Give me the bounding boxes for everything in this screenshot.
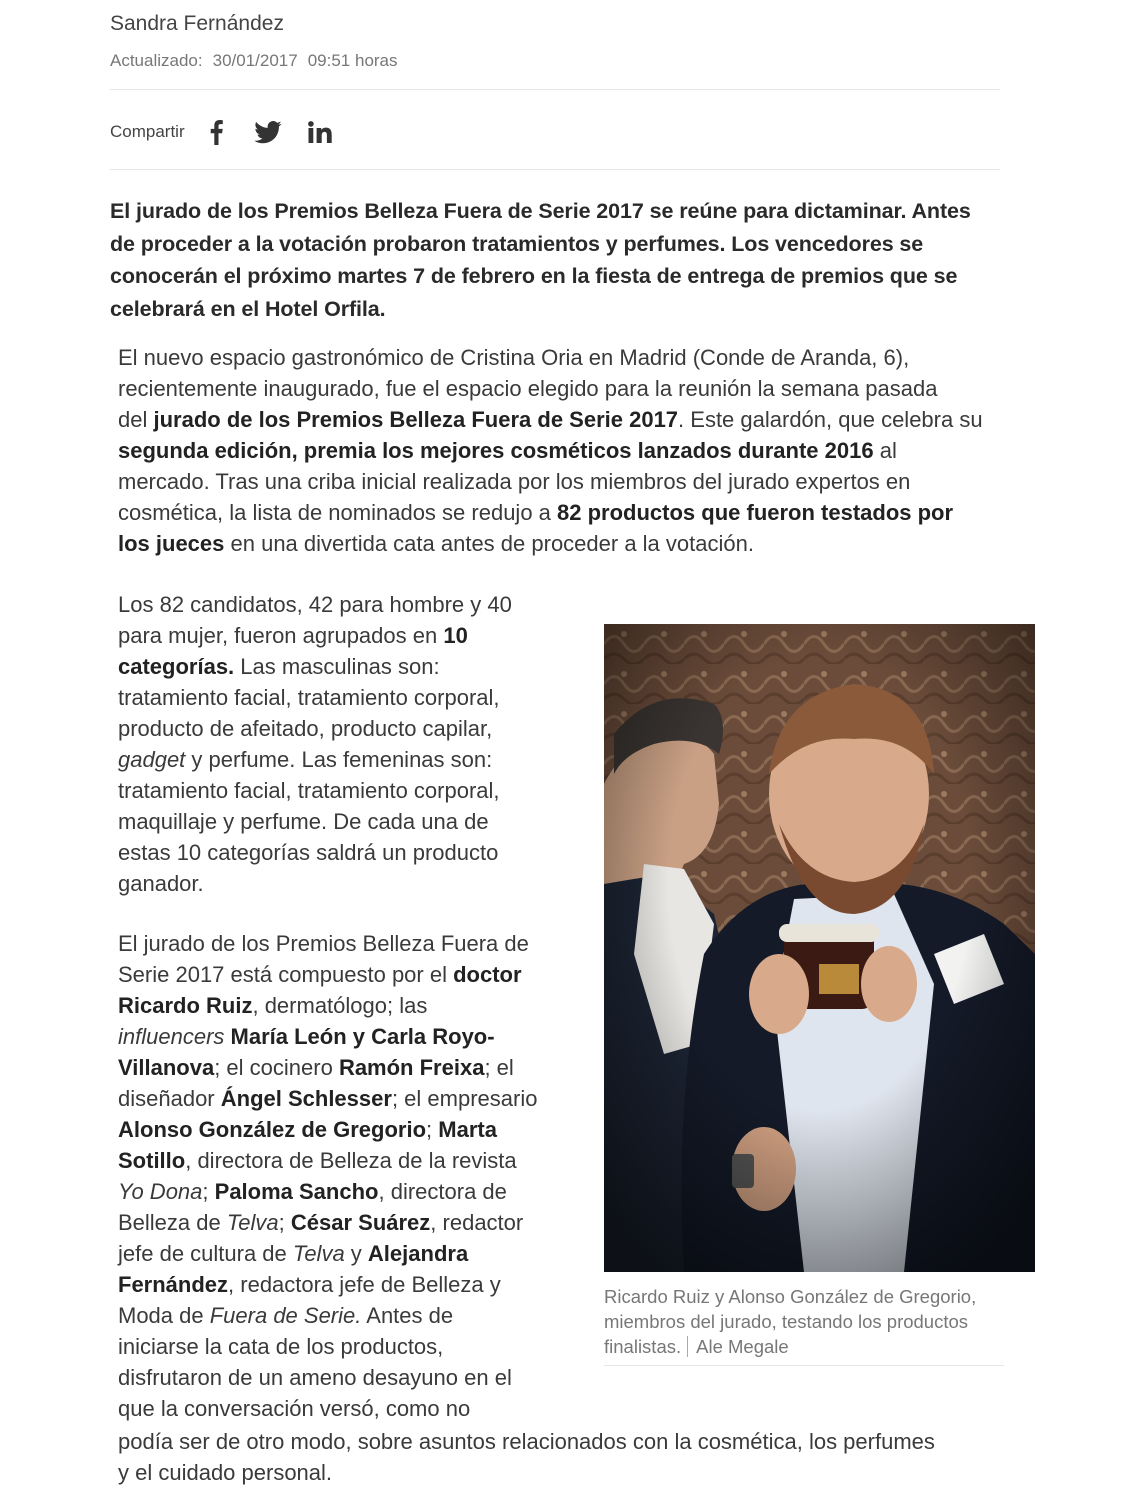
text-span: , dermatólogo; las (252, 993, 428, 1018)
linkedin-icon[interactable] (301, 113, 339, 151)
bold-span: doctor (453, 962, 522, 987)
text-line (118, 1114, 568, 1145)
bold-span: Ricardo Ruiz (118, 993, 253, 1018)
text-line (118, 1300, 568, 1331)
updated-label: Actualizado: (110, 51, 203, 70)
text-span: . Este galardón, que celebra su (678, 407, 983, 432)
text-line (118, 1052, 568, 1083)
bold-span: Ángel Schlesser (220, 1086, 392, 1111)
text-line (118, 528, 1038, 559)
lead-line: celebrará en el Hotel Orfila. (110, 296, 386, 321)
text-span: ; (202, 1179, 215, 1204)
text-line: ganador. (118, 871, 204, 896)
body-paragraph-3 (118, 928, 568, 1424)
text-span: del (118, 407, 154, 432)
share-bar (110, 112, 353, 152)
text-span: , directora de (378, 1179, 507, 1204)
text-span: Moda de (118, 1303, 210, 1328)
italic-span: influencers (118, 1024, 225, 1049)
divider (110, 89, 1000, 90)
text-span: ; el empresario (391, 1086, 538, 1111)
text-line: producto de afeitado, producto capilar, (118, 716, 493, 741)
photo-caption (604, 1284, 1004, 1359)
caption-text: finalistas. (604, 1336, 682, 1357)
text-line: El nuevo espacio gastronómico de Cristina Oria en Madrid (Conde de Aranda, 6), (118, 345, 910, 370)
facebook-icon[interactable] (197, 113, 235, 151)
italic-span: Fuera de Serie. (209, 1303, 362, 1328)
text-line (118, 959, 568, 990)
bold-span: los jueces (118, 531, 225, 556)
text-line: estas 10 categorías saldrá un producto (118, 840, 499, 865)
text-line (118, 1238, 568, 1269)
bold-span: 10 (443, 623, 468, 648)
text-line (118, 435, 1038, 466)
italic-span: gadget (118, 747, 186, 772)
photo-credit: Ale Megale (687, 1336, 789, 1357)
text-line (118, 497, 1038, 528)
caption-line: Ricardo Ruiz y Alonso González de Gregorio, (604, 1286, 977, 1307)
text-span: en una divertida cata antes de proceder a la votación. (224, 531, 754, 556)
twitter-icon[interactable] (249, 113, 287, 151)
text-span: cosmética, la lista de nominados se redujo a (118, 500, 558, 525)
caption-line: miembros del jurado, testando los productos (604, 1311, 969, 1332)
bold-span: Villanova (118, 1055, 215, 1080)
lead-line: de proceder a la votación probaron tratamientos y perfumes. Los vencedores se (110, 231, 924, 256)
updated-time: 09:51 horas (307, 51, 398, 70)
text-span: para mujer, fueron agrupados en (118, 623, 444, 648)
text-line: Los 82 candidatos, 42 para hombre y 40 (118, 592, 512, 617)
text-span: al (873, 438, 897, 463)
italic-span: Yo Dona (118, 1179, 203, 1204)
updated-date: 30/01/2017 (212, 51, 298, 70)
bold-span: César Suárez (290, 1210, 431, 1235)
text-line: recientemente inaugurado, fue el espacio elegido para la reunión la semana pasada (118, 376, 938, 401)
text-span: Belleza de (118, 1210, 227, 1235)
bold-span: 82 productos que fueron testados por (557, 500, 954, 525)
text-line (118, 744, 568, 775)
bold-span: categorías. (118, 654, 235, 679)
text-line (118, 1145, 568, 1176)
bold-span: Paloma Sancho (214, 1179, 379, 1204)
bold-span: Marta (438, 1117, 497, 1142)
body-paragraph-1 (118, 342, 1038, 559)
text-span: Las masculinas son: (234, 654, 440, 679)
text-span: Serie 2017 está compuesto por el (118, 962, 454, 987)
text-line: disfrutaron de un ameno desayuno en el (118, 1365, 512, 1390)
bold-span: Alejandra (367, 1241, 469, 1266)
text-span: , redactora jefe de Belleza y (228, 1272, 501, 1297)
text-span: , redactor (430, 1210, 524, 1235)
text-span: ; el cocinero (214, 1055, 339, 1080)
bold-span: María León y Carla Royo- (224, 1024, 495, 1049)
text-line: podía ser de otro modo, sobre asuntos relacionados con la cosmética, los perfumes (118, 1429, 935, 1454)
text-span: jefe de cultura de (118, 1241, 293, 1266)
text-line: tratamiento facial, tratamiento corporal, (118, 685, 500, 710)
photo-illustration (604, 624, 1035, 1272)
body-paragraph-2 (118, 589, 568, 899)
bold-span: Fernández (118, 1272, 229, 1297)
text-line: tratamiento facial, tratamiento corporal, (118, 778, 500, 803)
italic-span: Telva (226, 1210, 279, 1235)
text-line (118, 620, 568, 651)
text-line: iniciarse la cata de los productos, (118, 1334, 444, 1359)
body-paragraph-3-tail (118, 1426, 1058, 1488)
text-span: ; (278, 1210, 291, 1235)
italic-span: Telva (292, 1241, 345, 1266)
text-span: ; el (484, 1055, 514, 1080)
text-line (118, 1083, 568, 1114)
lead-line: conocerán el próximo martes 7 de febrero en la fiesta de entrega de premios que se (110, 264, 958, 288)
text-line: y el cuidado personal. (118, 1460, 333, 1485)
text-line (118, 404, 1038, 435)
text-line (118, 990, 568, 1021)
bold-span: Sotillo (118, 1148, 186, 1173)
text-span: Antes de (361, 1303, 454, 1328)
bold-span: Ramón Freixa (338, 1055, 485, 1080)
text-line: que la conversación versó, como no (118, 1396, 471, 1421)
text-span: y (344, 1241, 368, 1266)
bold-span: segunda edición, premia los mejores cosméticos lanzados durante 2016 (118, 438, 874, 463)
author-name: Sandra Fernández (110, 12, 284, 35)
divider (110, 169, 1000, 170)
bold-span: jurado de los Premios Belleza Fuera de Serie 2017 (153, 407, 679, 432)
text-span: , directora de Belleza de la revista (185, 1148, 517, 1173)
lead-line: El jurado de los Premios Belleza Fuera de Serie 2017 se reúne para dictaminar. Antes (110, 199, 971, 223)
text-line (118, 1269, 568, 1300)
text-span: diseñador (118, 1086, 221, 1111)
text-line: El jurado de los Premios Belleza Fuera de (118, 931, 529, 956)
divider (604, 1365, 1004, 1366)
text-line: mercado. Tras una criba inicial realizada por los miembros del jurado expertos en (118, 469, 911, 494)
article-photo[interactable] (604, 624, 1035, 1272)
text-line (118, 1176, 568, 1207)
updated-timestamp (110, 51, 408, 71)
text-line (118, 1207, 568, 1238)
article-lead (110, 195, 980, 325)
bold-span: Alonso González de Gregorio (118, 1117, 427, 1142)
text-line (118, 651, 568, 682)
caption-line (604, 1334, 1004, 1359)
text-line: maquillaje y perfume. De cada una de (118, 809, 489, 834)
text-span: y perfume. Las femeninas son: (185, 747, 493, 772)
text-line (118, 1021, 568, 1052)
share-label: Compartir (110, 122, 185, 141)
text-span: ; (426, 1117, 439, 1142)
